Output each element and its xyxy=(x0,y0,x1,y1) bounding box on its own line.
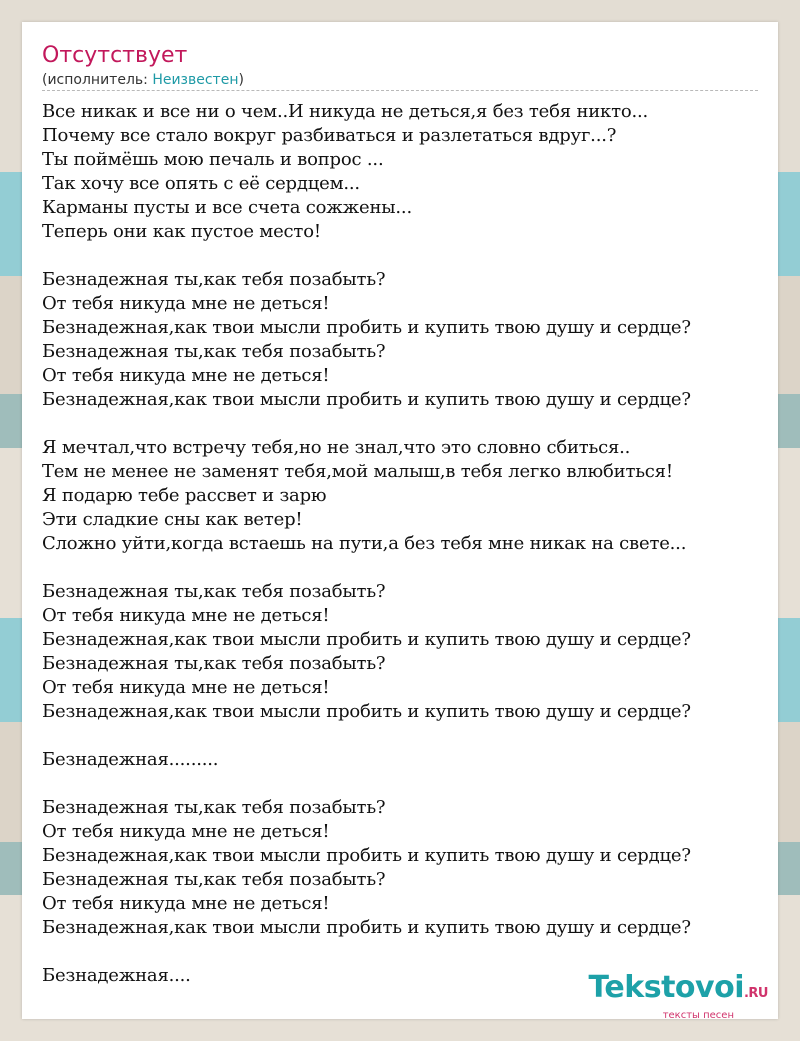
logo-tld: .RU xyxy=(743,986,768,1001)
title-divider xyxy=(42,90,758,91)
logo-tagline: тексты песен xyxy=(662,1010,734,1021)
song-title: Отсутствует xyxy=(42,43,188,68)
artist-suffix: ) xyxy=(238,72,244,88)
lyrics-text: Все никак и все ни о чем..И никуда не деться,я без тебя никто... Почему все стало вокруг разбиваться и разлетаться вдруг...? Ты поймёшь мою печаль и вопрос ... Так хочу все опять с её сердцем... Карманы пусты и все счета сожжены... Теперь они как пустое место! Безнадежная ты,как тебя позабыть? От тебя никуда мне не деться! Безнадежная,как твои мысли пробить и купить твою душу и сердце? Безнадежная ты,как тебя позабыть? От тебя никуда мне не деться! Безнадежная,как твои мысли пробить и купить твою душу и сердце? Я мечтал,что встречу тебя,но не знал,что это словно сбиться.. Тем не менее не заменят тебя,мой малыш,в тебя легко влюбиться! Я подарю тебе рассвет и зарю Эти сладкие сны как ветер! Сложно уйти,когда встаешь на пути,а без тебя мне никак на свете... Безнадежная ты,как тебя позабыть? От тебя никуда мне не деться! Безнадежная,как твои мысли пробить и купить твою душу и сердце? Безнадежная ты,как тебя позабыть? От тебя никуда мне не деться! Безнадежная,как твои мысли пробить и купить твою душу и сердце? Безнадежная......... Безнадежная ты,как тебя позабыть? От тебя никуда мне не деться! Безнадежная,как твои мысли пробить и купить твою душу и сердце? Безнадежная ты,как тебя позабыть? От тебя никуда мне не деться! Безнадежная,как твои мысли пробить и купить твою душу и сердце? Безнадежная.... xyxy=(42,101,691,986)
artist-line xyxy=(42,71,244,89)
artist-prefix: (исполнитель: xyxy=(42,72,153,88)
logo-wordmark xyxy=(548,972,768,1010)
site-logo[interactable] xyxy=(548,970,768,1021)
lyrics-card xyxy=(22,22,778,1019)
logo-name: Tekstovoi xyxy=(588,970,744,1005)
artist-link[interactable]: Неизвестен xyxy=(152,72,239,88)
